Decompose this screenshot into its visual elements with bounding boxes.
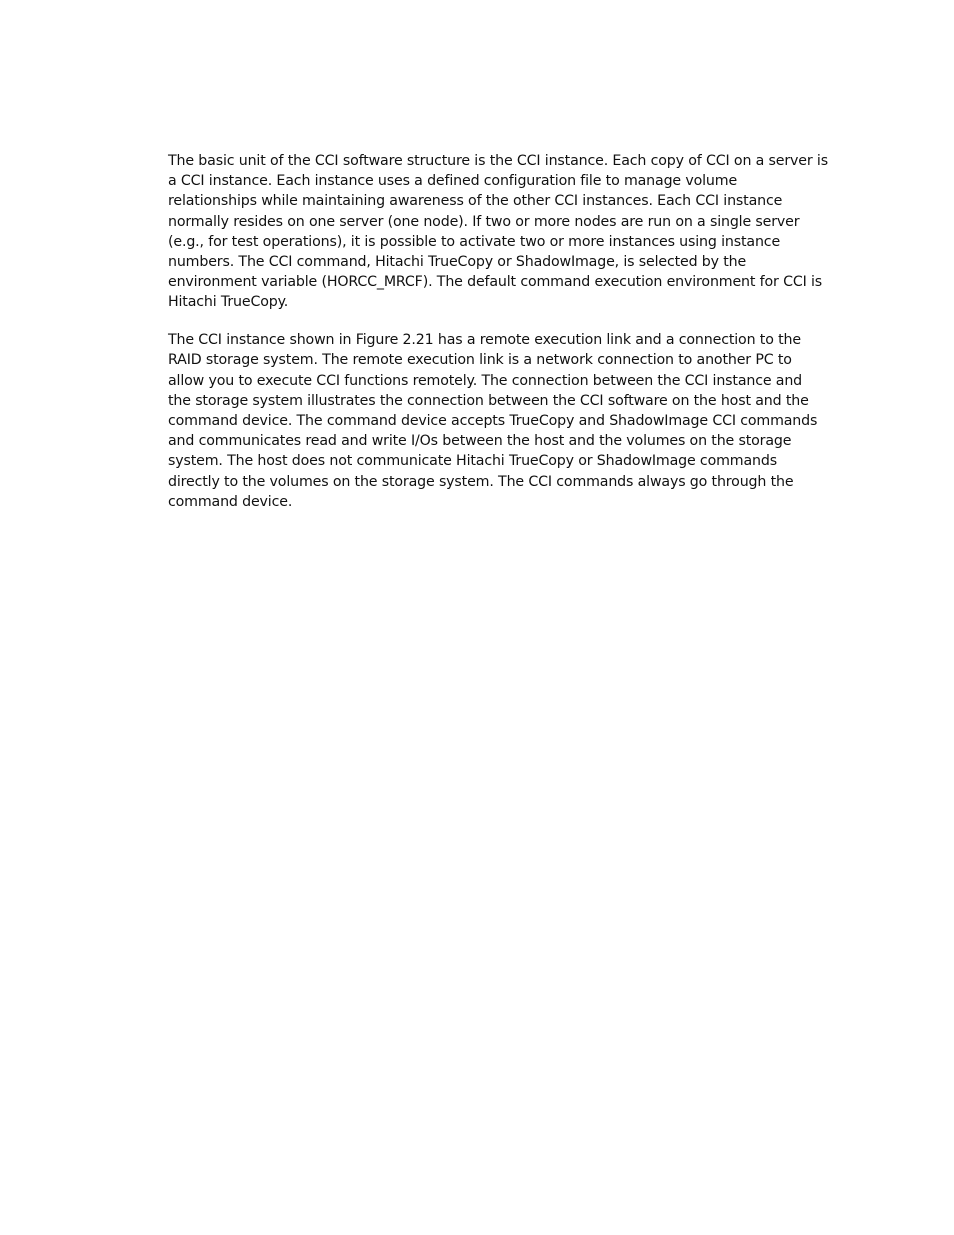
paragraph-cci-instance-basics: The basic unit of the CCI software structure is the CCI instance. Each copy of CCI on a server is a CCI instance. Each instance uses a defined configuration file to manage volume relationships while maintaining awareness of the other CCI instances. Each CCI instance normally resides on one server (one node). If two or more nodes are run on a single server (e.g., for test operations), it is possible to activate two or more instances using instance numbers. The CCI command, Hitachi TrueCopy or ShadowImage, is selected by the environment variable (HORCC_MRCF). The default command execution environment for CCI is Hitachi TrueCopy. [168,153,828,311]
body-text [168,151,828,512]
paragraph-cci-remote-execution: The CCI instance shown in Figure 2.21 has a remote execution link and a connection to the RAID storage system. The remote execution link is a network connection to another PC to allow you to execute CCI functions remotely. The connection between the CCI instance and the storage system illustrates the connection between the CCI software on the host and the command device. The command device accepts TrueCopy and ShadowImage CCI commands and communicates read and write I/Os between the host and the volumes on the storage system. The host does not communicate Hitachi TrueCopy or ShadowImage commands directly to the volumes on the storage system. The CCI commands always go through the command device. [168,332,818,510]
